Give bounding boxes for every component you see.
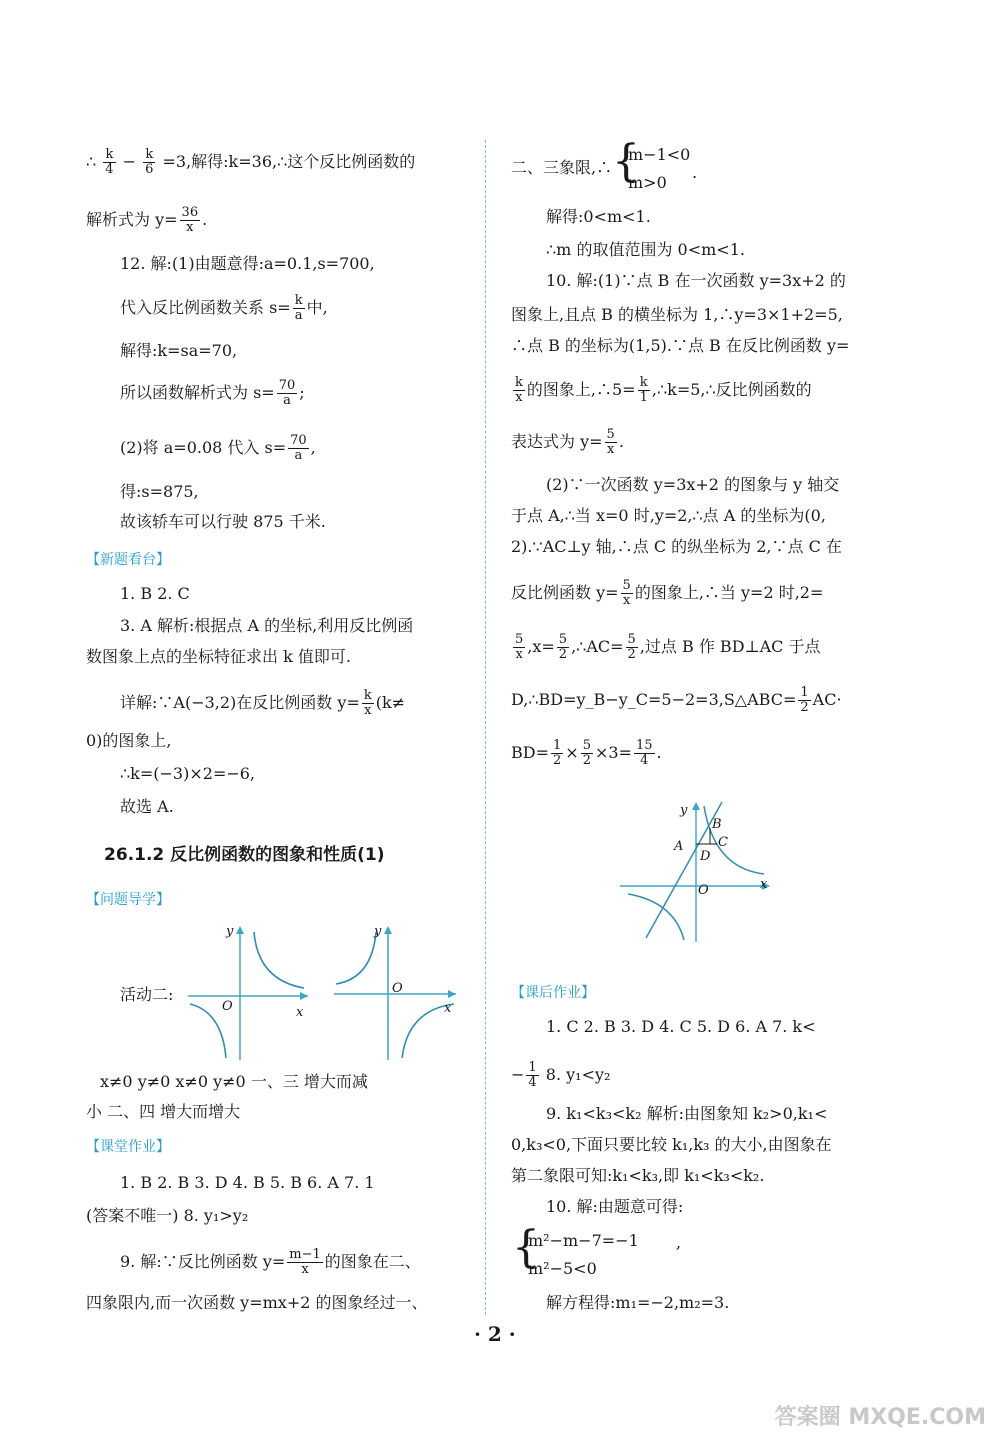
text-line: 数图象上点的坐标特征求出 k 值即可.	[86, 647, 351, 666]
svg-text:x: x	[444, 1001, 452, 1016]
text-line: 详解:∵A(−3,2)在反比例函数 y= $\frac{k}{x}$ (k≠	[120, 688, 406, 718]
text-line: 0,k₃<0,下面只要比较 k₁,k₃ 的大小,由图象在	[511, 1135, 832, 1154]
text-line: 12. 解:(1)由题意得:a=0.1,s=700,	[120, 254, 375, 273]
svg-text:B: B	[712, 817, 722, 832]
system-line: m²−5<0	[528, 1259, 597, 1278]
text-line: ∴k=(−3)×2=−6,	[120, 764, 256, 783]
text-line: 故该轿车可以行驶 875 千米.	[120, 512, 326, 531]
text-line: 解方程得:m₁=−2,m₂=3.	[546, 1293, 730, 1312]
column-divider	[485, 140, 486, 1315]
text-line: 9. k₁<k₃<k₂ 解析:由图象知 k₂>0,k₁<	[546, 1104, 828, 1123]
text-line: 得:s=875,	[120, 482, 199, 501]
text-line: 解析式为 y= $\frac{36}{x}$ .	[86, 205, 208, 235]
text-line: 二、三象限,∴	[511, 158, 613, 177]
svg-text:x: x	[296, 1005, 304, 1020]
text-line: (2)将 a=0.08 代入 s= $\frac{70}{a}$ ,	[120, 433, 316, 463]
text-line: ∴ $\frac{k}{4}$ − $\frac{k}{6}$ =3,解得:k=36,∴这个反比例函数的	[86, 147, 416, 177]
text-line: 0)的图象上,	[86, 731, 172, 750]
activity-label: 活动二:	[120, 985, 174, 1004]
text-line: (2)∵一次函数 y=3x+2 的图象与 y 轴交	[546, 475, 840, 494]
text-line: BD= $\frac{1}{2}$ × $\frac{5}{2}$ ×3= $\frac{15}{4}$ .	[511, 738, 662, 768]
q10-figure	[618, 798, 778, 946]
svg-text:C: C	[718, 835, 728, 850]
text-line: − $\frac{1}{4}$ 8. y₁<y₂	[511, 1060, 611, 1090]
text-line: 1. C 2. B 3. D 4. C 5. D 6. A 7. k<	[546, 1017, 816, 1036]
text-line: 1. B 2. C	[120, 584, 190, 603]
text-line: 故选 A.	[120, 797, 174, 816]
section-tag-after: 【课后作业】	[511, 985, 595, 1001]
text-line: $\frac{k}{x}$ 的图象上,∴5= $\frac{k}{1}$ ,∴k=5,∴反比例函数的	[515, 375, 812, 405]
graph-positive-k	[184, 922, 312, 1062]
text-line: D,∴BD=y_B−y_C=5−2=3,S△ABC= $\frac{1}{2}$ AC·	[511, 685, 842, 715]
svg-text:O: O	[392, 981, 403, 996]
text-line: 小 二、四 增大而增大	[86, 1102, 241, 1121]
text-line: 代入反比例函数关系 s= $\frac{k}{a}$ 中,	[120, 293, 328, 323]
svg-text:y: y	[226, 924, 234, 939]
svg-text:O: O	[222, 999, 233, 1014]
watermark: 答案圈 MXQE.COM	[774, 1405, 986, 1430]
section-tag-new: 【新题看台】	[86, 552, 170, 568]
svg-text:y: y	[374, 924, 382, 939]
system-line: m>0	[628, 173, 667, 192]
section-tag-class: 【课堂作业】	[86, 1139, 170, 1155]
text-line: x≠0 y≠0 x≠0 y≠0 一、三 增大而减	[100, 1072, 368, 1091]
section-title: 26.1.2 反比例函数的图象和性质(1)	[104, 845, 385, 865]
text-line: .	[692, 163, 698, 182]
graph-negative-k	[330, 922, 460, 1062]
system-brace: {	[612, 136, 640, 187]
text-line: $\frac{5}{x}$ ,x= $\frac{5}{2}$ ,∴AC= $\frac{5}{2}$ ,过点 B 作 BD⊥AC 于点	[515, 632, 821, 662]
svg-text:x: x	[760, 877, 768, 892]
text-line: 表达式为 y= $\frac{5}{x}$ .	[511, 427, 624, 457]
text-line: 解得:k=sa=70,	[120, 341, 238, 360]
svg-text:A: A	[674, 839, 684, 854]
svg-text:D: D	[700, 849, 711, 864]
text-line: 四象限内,而一次函数 y=mx+2 的图象经过一、	[86, 1293, 428, 1312]
text-line: ,	[676, 1233, 682, 1252]
text-line: 第二象限可知:k₁<k₃,即 k₁<k₃<k₂.	[511, 1166, 765, 1185]
text-line: 反比例函数 y= $\frac{5}{x}$ 的图象上,∴当 y=2 时,2=	[511, 578, 824, 608]
text-line: (答案不唯一) 8. y₁>y₂	[86, 1206, 249, 1225]
section-tag-guide: 【问题导学】	[86, 892, 170, 908]
text-line: 图象上,且点 B 的横坐标为 1,∴y=3×1+2=5,	[511, 305, 843, 324]
text-line: 10. 解:由题意可得:	[546, 1197, 684, 1216]
text-line: ∴点 B 的坐标为(1,5).∵点 B 在反比例函数 y=	[511, 336, 850, 355]
text-line: 于点 A,∴当 x=0 时,y=2,∴点 A 的坐标为(0,	[511, 506, 826, 525]
system-line: m²−m−7=−1	[528, 1231, 639, 1250]
page-number: · 2 ·	[474, 1322, 516, 1346]
system-brace: {	[512, 1222, 540, 1273]
text-line: 10. 解:(1)∵点 B 在一次函数 y=3x+2 的	[546, 271, 846, 290]
text-line: 2).∵AC⊥y 轴,∴点 C 的纵坐标为 2,∵点 C 在	[511, 537, 842, 556]
text-line: 所以函数解析式为 s= $\frac{70}{a}$ ;	[120, 378, 305, 408]
text-line: ∴m 的取值范围为 0<m<1.	[546, 240, 745, 259]
svg-text:y: y	[680, 803, 688, 818]
text-line: 9. 解:∵反比例函数 y= $\frac{m-1}{x}$ 的图象在二、	[120, 1247, 421, 1277]
text-line: 解得:0<m<1.	[546, 207, 651, 226]
text-line: 3. A 解析:根据点 A 的坐标,利用反比例函	[120, 616, 414, 635]
text-line: 1. B 2. B 3. D 4. B 5. B 6. A 7. 1	[120, 1173, 375, 1192]
svg-text:O: O	[698, 883, 709, 898]
system-line: m−1<0	[628, 145, 691, 164]
